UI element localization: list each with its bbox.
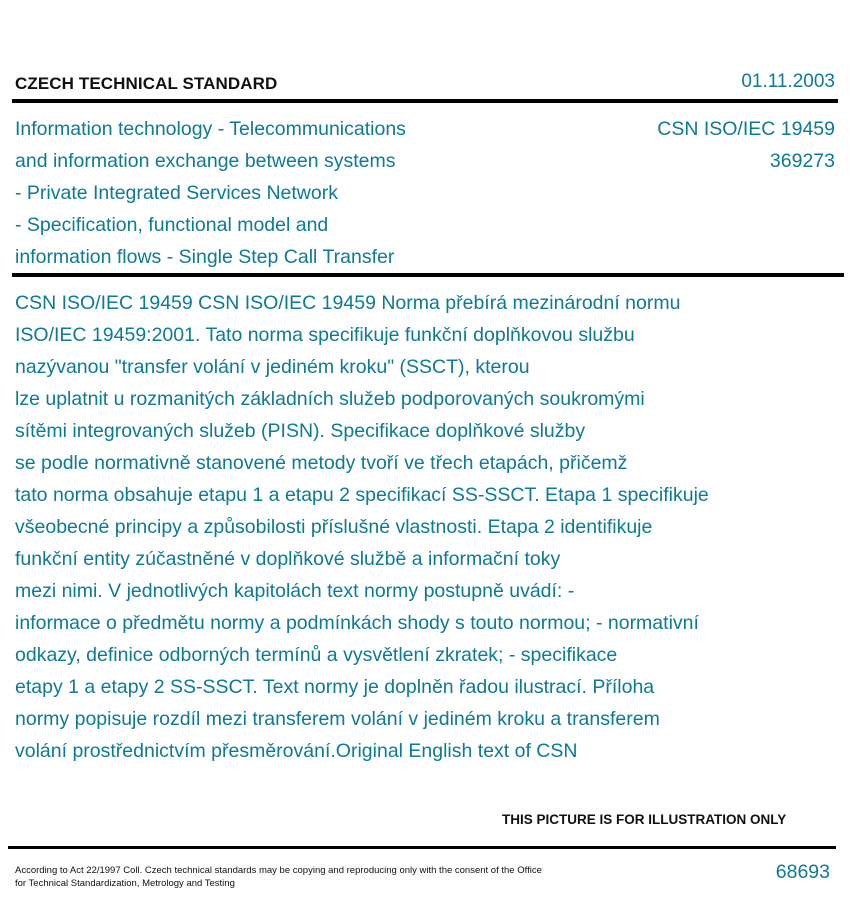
abstract-line: etapy 1 a etapy 2 SS-SSCT. Text normy je doplněn řadou ilustrací. Příloha: [15, 676, 655, 698]
abstract-line: CSN ISO/IEC 19459 CSN ISO/IEC 19459 Norma přebírá mezinárodní normu: [15, 292, 681, 314]
abstract-line: funkční entity zúčastněné v doplňkové službě a informační toky: [15, 548, 561, 570]
abstract-line: ISO/IEC 19459:2001. Tato norma specifikuje funkční doplňkovou službu: [15, 324, 635, 346]
abstract-line: lze uplatnit u rozmanitých základních služeb podporovaných soukromými: [15, 388, 645, 410]
abstract-line: volání prostřednictvím přesměrování.Original English text of CSN: [15, 740, 578, 762]
class-number: 369273: [769, 150, 835, 172]
title-line: and information exchange between systems: [15, 150, 396, 172]
abstract-line: nazývanou "transfer volání v jediném kroku" (SSCT), kterou: [15, 356, 530, 378]
document-header-title: CZECH TECHNICAL STANDARD: [15, 74, 278, 93]
title-line: - Private Integrated Services Network: [15, 182, 338, 204]
abstract-text: [15, 287, 835, 767]
legal-line: According to Act 22/1997 Coll. Czech technical standards may be copying and reproducing only with the consent of the Office: [15, 865, 542, 876]
legal-notice: [15, 864, 585, 890]
standard-code: CSN ISO/IEC 19459: [657, 118, 835, 140]
publication-date: 01.11.2003: [741, 71, 835, 92]
abstract-line: informace o předmětu normy a podmínkách shody s touto normou; - normativní: [15, 612, 699, 634]
title-line: information flows - Single Step Call Transfer: [15, 246, 395, 268]
document-number: 68693: [775, 861, 830, 883]
abstract-line: mezi nimi. V jednotlivých kapitolách text normy postupně uvádí: -: [15, 580, 575, 602]
standard-title: [15, 113, 575, 273]
abstract-line: se podle normativně stanovené metody tvoří ve třech etapách, přičemž: [15, 452, 628, 474]
legal-line: for Technical Standardization, Metrology and Testing: [15, 878, 235, 889]
abstract-line: normy popisuje rozdíl mezi transferem volání v jediném kroku a transferem: [15, 708, 660, 730]
illustration-notice: THIS PICTURE IS FOR ILLUSTRATION ONLY: [502, 812, 787, 827]
title-line: Information technology - Telecommunications: [15, 118, 406, 140]
abstract-line: odkazy, definice odborných termínů a vysvětlení zkratek; - specifikace: [15, 644, 618, 666]
abstract-line: sítěmi integrovaných služeb (PISN). Specifikace doplňkové služby: [15, 420, 586, 442]
header-divider: [12, 99, 838, 103]
abstract-line: tato norma obsahuje etapu 1 a etapu 2 specifikací SS-SSCT. Etapa 1 specifikuje: [15, 484, 709, 506]
title-divider: [12, 273, 844, 277]
standard-identifiers: [657, 113, 835, 177]
title-line: - Specification, functional model and: [15, 214, 329, 236]
abstract-line: všeobecné principy a způsobilosti příslušné vlastnosti. Etapa 2 identifikuje: [15, 516, 653, 538]
footer-divider: [8, 846, 836, 849]
